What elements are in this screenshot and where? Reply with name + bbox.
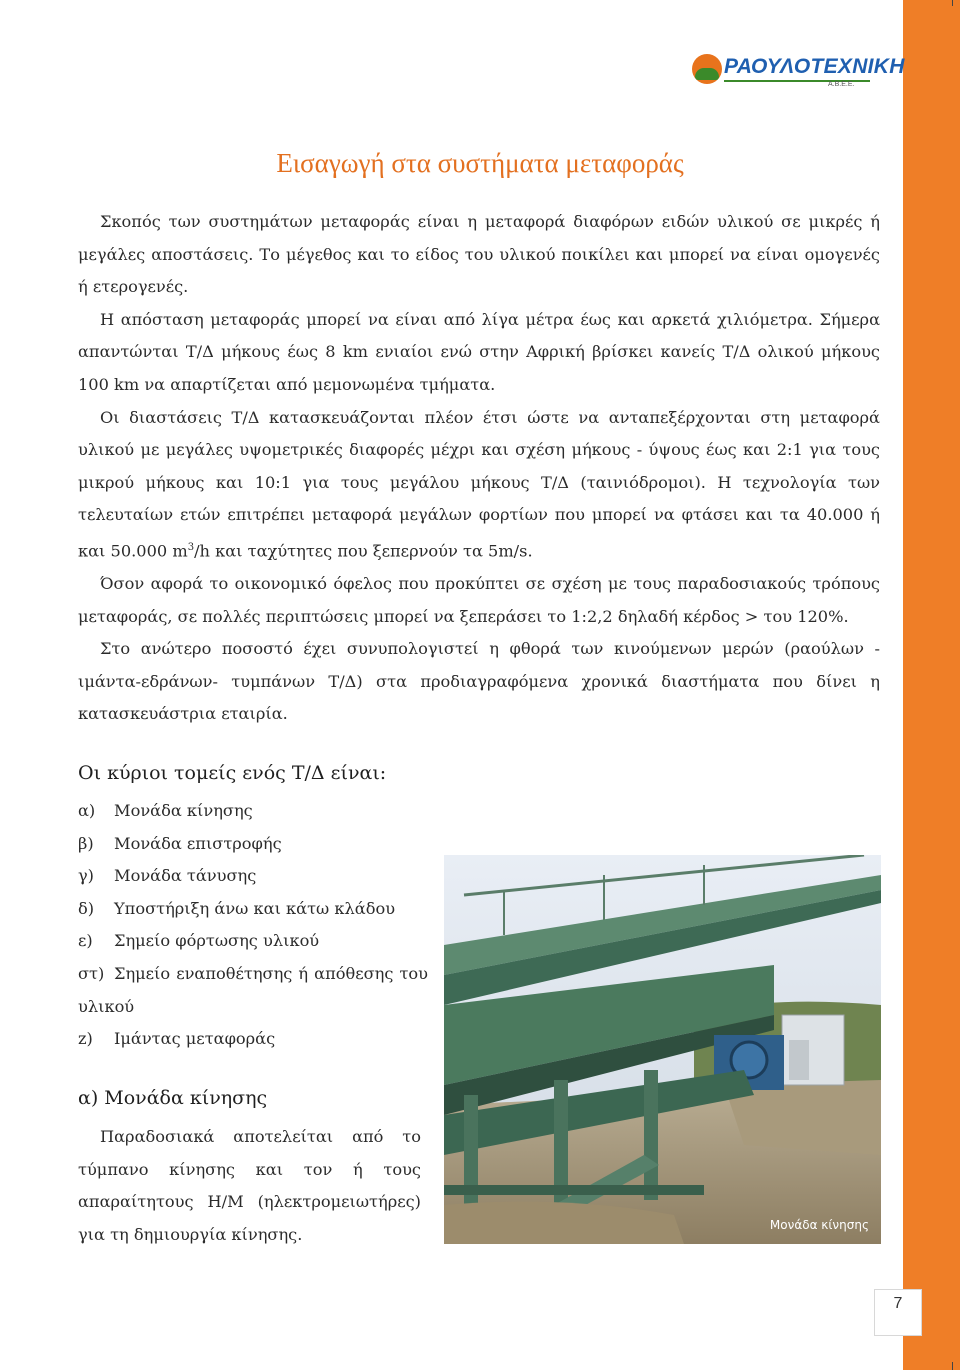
logo-emblem-icon — [692, 54, 722, 84]
list-item — [78, 828, 428, 861]
page-title: Εισαγωγή στα συστήματα μεταφοράς — [276, 148, 684, 178]
list-item-letter: α) — [78, 801, 96, 820]
logo-subtitle: Α.Β.Ε.Ε. — [828, 81, 855, 88]
page-number: 7 — [874, 1289, 922, 1336]
cubic-superscript: 3 — [187, 541, 195, 553]
list-item-text: Ιμάντας μεταφοράς — [114, 1029, 276, 1049]
paragraph-3-part-a: Οι διαστάσεις Τ/Δ κατασκευάζονται πλέον έτσι ώστε να ανταπεξέρχονται στη μεταφορά υλικού με μεγάλες υψομετρικές διαφορές μέχρι και σχέση μήκους - ύψους έως και 2:1 για τους μικρού μήκους και 10:1 για τους μεγάλου μήκους Τ/Δ (ταινιόδρομοι). Η τεχνολογία των τελευταίων ετών επιτρέπει μεταφορά μεγάλων φορτίων που μπορεί να φτάσει και τα 40.000 ή και 50.000 m — [78, 407, 880, 561]
list-item-text: Σημείο φόρτωσης υλικού — [114, 931, 320, 951]
photo-caption: Μονάδα κίνησης — [769, 1218, 869, 1232]
intro-section — [78, 206, 880, 731]
list-item-text: Υποστήριξη άνω και κάτω κλάδου — [114, 898, 396, 918]
components-list — [78, 795, 428, 1056]
intro-paragraph-1: Σκοπός των συστημάτων μεταφοράς είναι η μεταφορά διαφόρων ειδών υλικού σε μικρές ή μεγάλες αποστάσεις. Το μέγεθος και το είδος του υλικού ποικίλει και μπορεί να είναι ομογενές ή ετερογενές. — [78, 212, 880, 297]
list-item-text: Σημείο εναποθέτησης ή απόθεσης του υλικού — [78, 963, 428, 1016]
company-logo — [692, 52, 905, 94]
list-item — [78, 860, 428, 893]
list-item — [78, 893, 428, 926]
drive-unit-text: Παραδοσιακά αποτελείται από το τύμπανο κίνησης και τον ή τους απαραίτητους Η/Μ (ηλεκτρομειωτήρες) για τη δημιουργία κίνησης. — [78, 1127, 421, 1244]
intro-paragraph-5: Στο ανώτερο ποσοστό έχει συνυπολογιστεί η φθορά των κινούμενων μερών (ραούλων - ιμάντα-εδράνων- τυμπάνων Τ/Δ) στα προδιαγραφόμενα χρονικά διαστήματα που δίνει η κατασκευάστρια εταιρία. — [78, 639, 880, 724]
intro-paragraph-2: Η απόσταση μεταφοράς μπορεί να είναι από λίγα μέτρα έως και αρκετά χιλιόμετρα. Σήμερα απαντώνται Τ/Δ μήκους έως 8 km ενιαίοι ενώ στην Αφρική βρίσκει κανείς Τ/Δ ολικού μήκους 100 km να απαρτίζεται από μεμονωμένα τμήματα. — [78, 309, 880, 394]
logo-name: ΡΑΟΥΛΟΤΕΧΝΙΚΗ — [724, 55, 905, 78]
list-item-letter: στ) — [78, 963, 105, 983]
crop-mark-top — [952, 0, 953, 6]
list-item-letter: γ) — [78, 866, 94, 886]
list-item-text: Μονάδα τάνυσης — [114, 866, 257, 886]
conveyor-drive-photo — [444, 855, 881, 1244]
list-item — [78, 925, 428, 958]
list-item — [78, 795, 428, 828]
intro-paragraph-4: Όσον αφορά το οικονομικό όφελος που προκύπτει σε σχέση με τους παραδοσιακούς τρόπους μεταφοράς, σε πολλές περιπτώσεις μπορεί να ξεπεράσει το 1:2,2 δηλαδή κέρδος > του 120%. — [78, 573, 880, 626]
list-item — [78, 958, 428, 1023]
list-item — [78, 1023, 428, 1056]
conveyor-photo-illustration — [444, 855, 881, 1244]
list-item-text: Μονάδα επιστροφής — [114, 833, 282, 853]
list-item-text: Μονάδα κίνησης — [114, 801, 253, 820]
list-item-letter: z) — [78, 1029, 93, 1049]
crop-mark-bottom — [952, 1362, 953, 1370]
components-heading: Οι κύριοι τομείς ενός Τ/Δ είναι: — [78, 762, 387, 784]
drive-unit-heading: α) Μονάδα κίνησης — [78, 1087, 268, 1109]
list-item-letter: ε) — [78, 931, 93, 951]
paragraph-3-part-b: /h και ταχύτητες που ξεπερνούν τα 5m/s. — [194, 541, 533, 561]
orange-side-band — [903, 0, 960, 1370]
list-item-letter: δ) — [78, 898, 95, 918]
intro-paragraph-3 — [78, 402, 880, 568]
list-item-letter: β) — [78, 833, 94, 853]
